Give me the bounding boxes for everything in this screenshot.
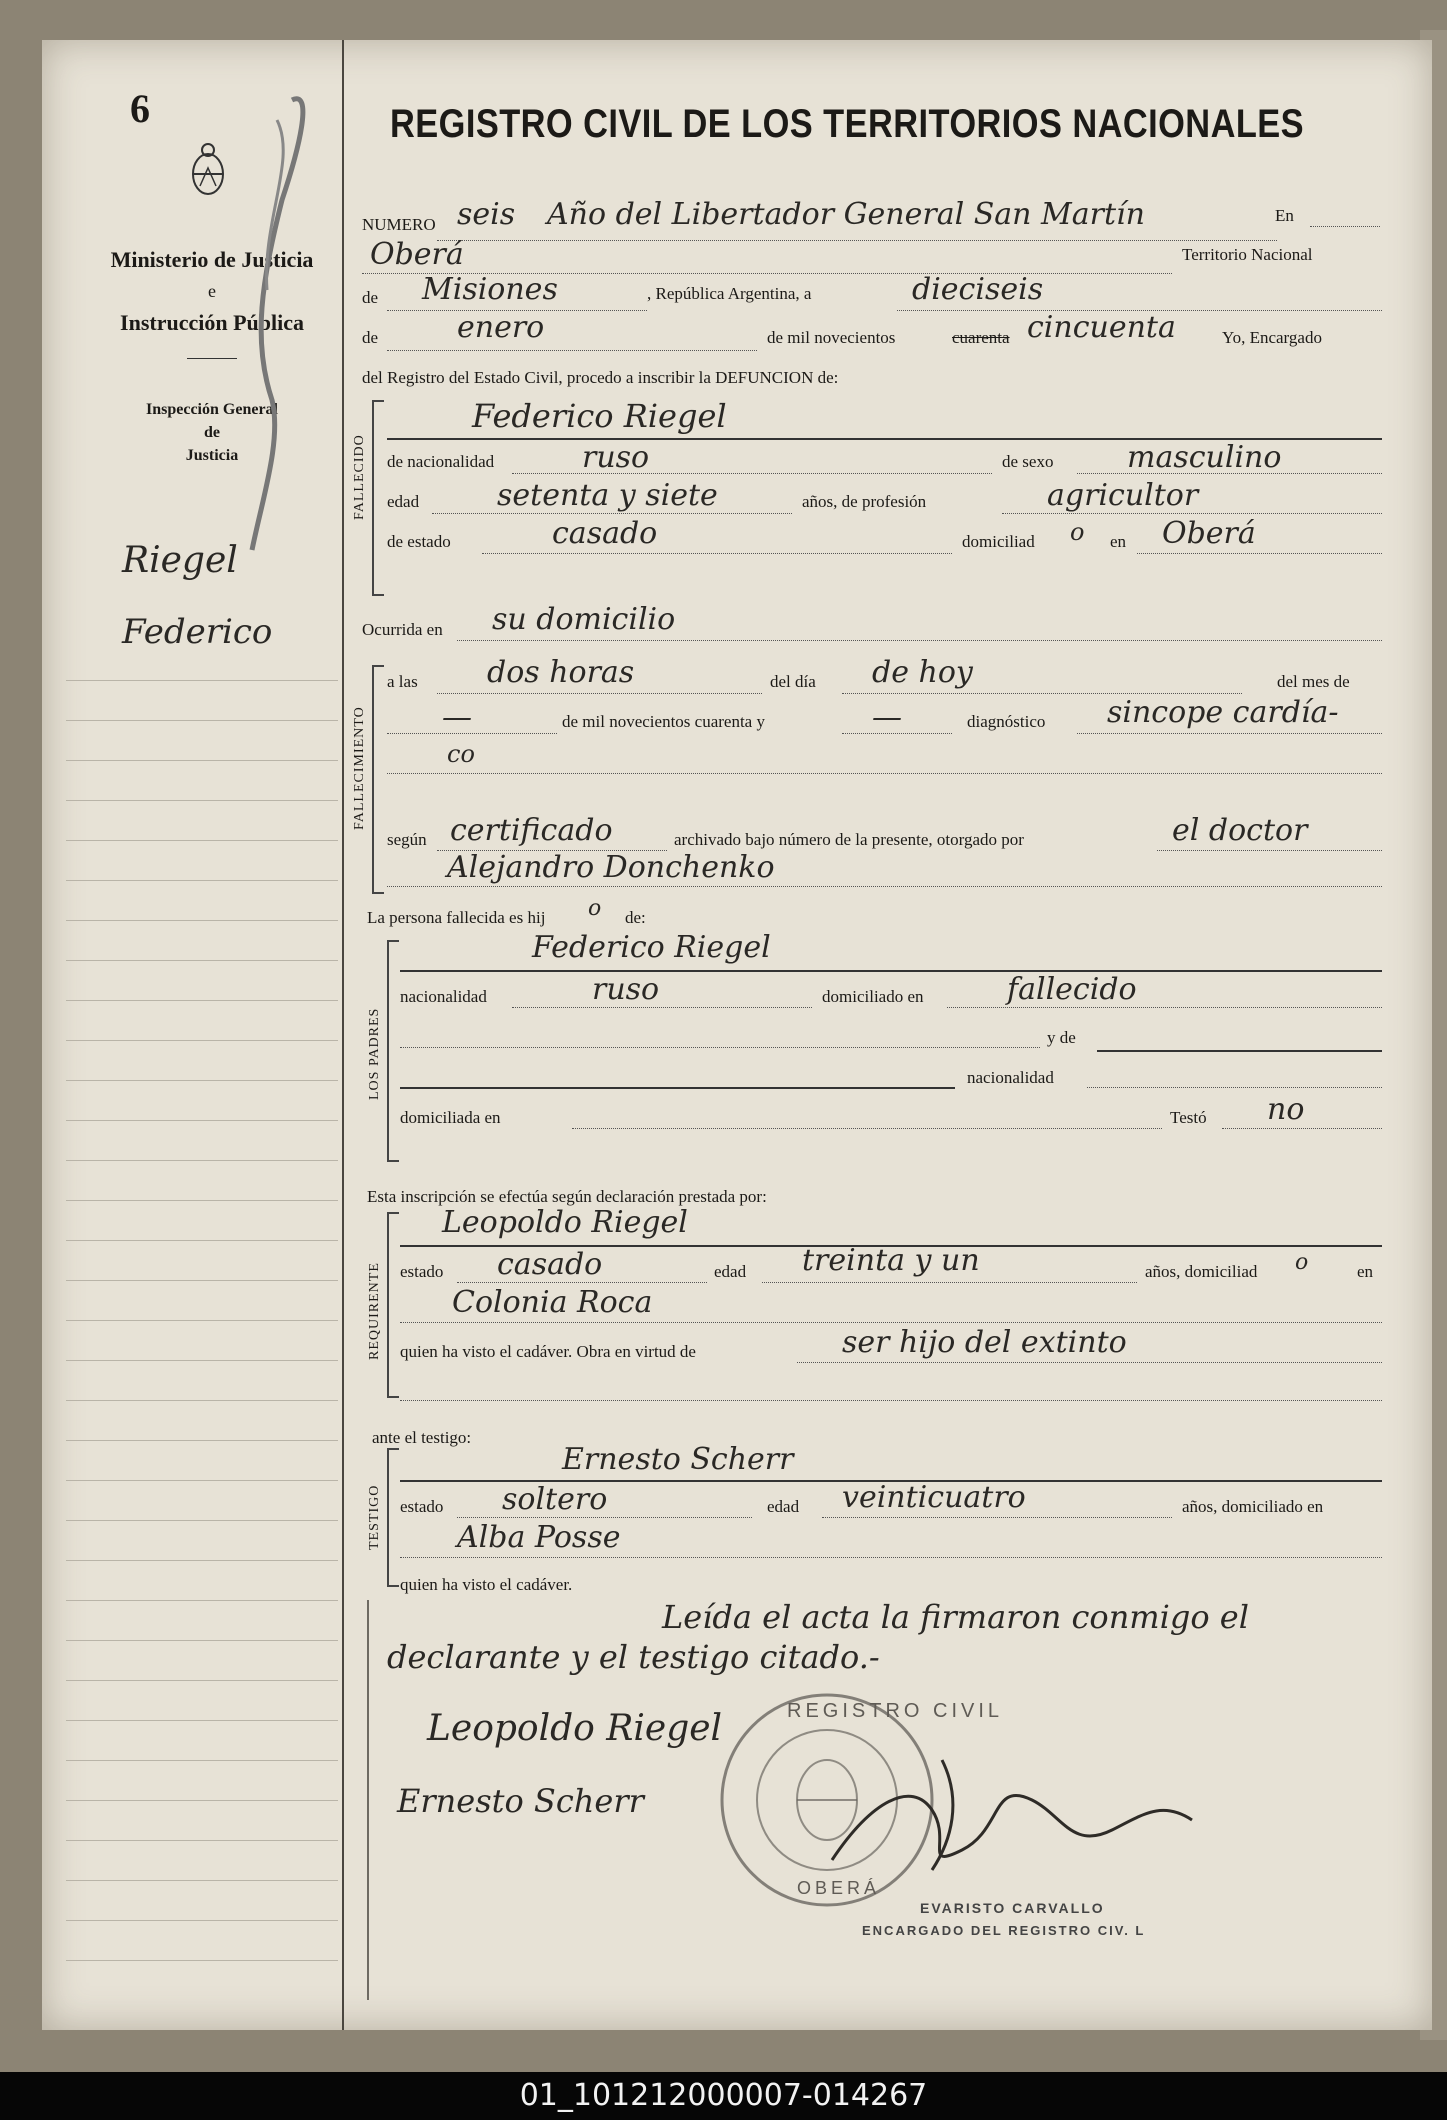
side-label-padres: LOS PADRES: [367, 1007, 382, 1100]
line: [400, 1047, 1040, 1048]
line: [387, 733, 557, 734]
field-territorio: Misiones: [422, 272, 558, 307]
margin-column: [42, 40, 344, 2030]
field-mes-dash: —: [442, 700, 472, 735]
bracket: [372, 400, 384, 596]
line: [1087, 1087, 1382, 1088]
label-archivado: archivado bajo número de la presente, otorgado por: [674, 830, 1024, 849]
line: [947, 1007, 1382, 1008]
line: [842, 693, 1242, 694]
line: [1222, 1128, 1382, 1129]
ruled-line: [66, 720, 338, 721]
label-numero: NUMERO: [362, 215, 436, 234]
stamp-ring-text: REGISTRO CIVIL: [787, 1700, 1004, 1722]
field-req-lugar: Colonia Roca: [452, 1285, 653, 1320]
line: [512, 473, 992, 474]
line: [387, 350, 757, 351]
field-hora: dos horas: [487, 655, 635, 690]
field-numero: seis: [457, 197, 516, 232]
ruled-line: [66, 1560, 338, 1561]
line: [1310, 226, 1380, 227]
stamp-bottom-text: OBERÁ: [797, 1878, 881, 1898]
field-fallecido-nombre: Federico Riegel: [472, 397, 727, 435]
line: [387, 773, 1382, 774]
label-testo: Testó: [1170, 1108, 1207, 1127]
label-segun: según: [387, 830, 427, 849]
field-testigo: Ernesto Scherr: [562, 1442, 794, 1477]
field-padre-nacionalidad: ruso: [592, 972, 660, 1007]
line: [400, 1087, 955, 1089]
label-fallecida-hij: La persona fallecida es hij: [367, 908, 546, 927]
label-nacionalidad-madre: nacionalidad: [967, 1068, 1054, 1087]
document-title: REGISTRO CIVIL DE LOS TERRITORIOS NACIONALES: [390, 102, 1305, 146]
line: [432, 513, 792, 514]
line: [437, 240, 1277, 241]
label-a-las: a las: [387, 672, 418, 691]
field-doctor: Alejandro Donchenko: [447, 850, 775, 885]
ruled-line: [66, 1600, 338, 1601]
label-ocurrida: Ocurrida en: [362, 620, 443, 639]
label-republica: , República Argentina, a: [647, 284, 812, 303]
field-req-domiciliad-suffix: o: [1295, 1250, 1309, 1275]
line: [457, 640, 1382, 641]
label-edad: edad: [387, 492, 420, 511]
label-anos-domiciliado-en: años, domiciliado en: [1182, 1497, 1324, 1516]
ruled-line: [66, 1040, 338, 1041]
officer-role: ENCARGADO DEL REGISTRO CIV. L: [862, 1923, 1146, 1938]
field-req-obra: ser hijo del extinto: [842, 1325, 1127, 1360]
label-anos-domiciliad: años, domiciliad: [1145, 1262, 1258, 1281]
line: [1002, 513, 1382, 514]
field-estado: casado: [552, 516, 658, 551]
bracket: [387, 1448, 399, 1587]
field-test-edad: veinticuatro: [842, 1480, 1026, 1515]
line: [1077, 473, 1382, 474]
side-label-fallecido: FALLECIDO: [352, 434, 367, 520]
ruled-line: [66, 1640, 338, 1641]
signature-declarante: Leopoldo Riegel: [427, 1708, 723, 1749]
ruled-line: [66, 1920, 338, 1921]
line: [457, 1282, 707, 1283]
field-diagnostico: sincope cardía-: [1107, 695, 1339, 730]
line: [387, 886, 1382, 887]
line: [572, 1128, 1162, 1129]
line: [1137, 553, 1382, 554]
field-testo: no: [1267, 1092, 1305, 1127]
line: [437, 693, 762, 694]
ruled-line: [66, 1880, 338, 1881]
line: [842, 733, 952, 734]
label-domiciliado-en: domiciliado en: [822, 987, 924, 1006]
label-ante-testigo: ante el testigo:: [372, 1428, 472, 1447]
field-segun: certificado: [450, 813, 613, 848]
field-requirente: Leopoldo Riegel: [442, 1205, 688, 1240]
label-de-mil: de mil novecientos: [767, 328, 896, 347]
ruled-line: [66, 1960, 338, 1961]
field-padre: Federico Riegel: [532, 930, 771, 965]
field-domicilio: Oberá: [1162, 516, 1256, 551]
label-mil-cuarenta-y: de mil novecientos cuarenta y: [562, 712, 765, 731]
officer-signature-icon: [812, 1740, 1232, 1890]
field-hij-suffix: o: [588, 896, 602, 921]
ruled-line: [66, 1480, 338, 1481]
ministry-line-2: e: [208, 281, 216, 301]
field-domiciliad-suffix: o: [1070, 518, 1085, 546]
field-mes: enero: [457, 310, 545, 345]
ruled-line: [66, 1240, 338, 1241]
ministry-line-1: Ministerio de Justicia: [110, 247, 314, 272]
line: [1157, 850, 1382, 851]
line: [1077, 733, 1382, 734]
margin-given-name: Federico: [122, 612, 273, 652]
field-test-estado: soltero: [502, 1482, 608, 1517]
form-border: [367, 1600, 369, 2000]
field-padre-domicilio: fallecido: [1007, 972, 1137, 1007]
field-req-estado: casado: [497, 1247, 603, 1282]
field-del-dia: de hoy: [872, 655, 973, 690]
label-estado: de estado: [387, 532, 451, 551]
ruled-line: [66, 680, 338, 681]
label-territorio: Territorio Nacional: [1182, 245, 1313, 264]
ruled-line: [66, 1800, 338, 1801]
line: [797, 1362, 1382, 1363]
field-diagnostico-cont: co: [447, 740, 475, 768]
inspection-line-1: Inspección General: [146, 401, 278, 418]
line: [457, 1517, 752, 1518]
field-dia: dieciseis: [912, 272, 1044, 307]
line: [400, 970, 1382, 972]
label-yo-encargado: Yo, Encargado: [1222, 328, 1322, 347]
signature-testigo: Ernesto Scherr: [397, 1782, 644, 1820]
margin-surname: Riegel: [122, 540, 238, 581]
field-req-edad: treinta y un: [802, 1243, 980, 1278]
label-en: En: [1275, 206, 1294, 225]
ruled-line: [66, 1160, 338, 1161]
label-de-2: de: [362, 328, 379, 347]
line: [400, 1557, 1382, 1558]
label-edad-req: edad: [714, 1262, 747, 1281]
ruled-line: [66, 800, 338, 801]
image-id-footer: 01_101212000007-014267: [0, 2072, 1447, 2120]
ruled-line: [66, 1400, 338, 1401]
ruled-line: [66, 1320, 338, 1321]
ministry-line-3: Instrucción Pública: [120, 310, 304, 335]
label-nacionalidad-padre: nacionalidad: [400, 987, 487, 1006]
ruled-line: [66, 920, 338, 921]
field-en-place: Oberá: [370, 237, 464, 272]
label-del-dia: del día: [770, 672, 816, 691]
field-anio: cincuenta: [1027, 310, 1176, 345]
field-ocurrida: su domicilio: [492, 602, 676, 637]
field-edad: setenta y siete: [497, 478, 718, 513]
ruled-line: [66, 1280, 338, 1281]
side-label-testigo: TESTIGO: [367, 1484, 382, 1550]
bracket: [387, 1212, 399, 1398]
page-number: 6: [130, 86, 150, 131]
line: [400, 1400, 1382, 1401]
ruled-line: [66, 880, 338, 881]
field-test-lugar: Alba Posse: [457, 1520, 621, 1555]
line: [762, 1282, 1137, 1283]
label-sexo: de sexo: [1002, 452, 1054, 471]
label-profesion: años, de profesión: [802, 492, 927, 511]
ruled-line: [66, 1680, 338, 1681]
label-estado-test: estado: [400, 1497, 444, 1516]
label-en-req: en: [1357, 1262, 1374, 1281]
inspection-line-3: Justicia: [185, 447, 239, 464]
ruled-line: [66, 1440, 338, 1441]
ruled-line: [66, 1000, 338, 1001]
label-cuarenta-struck: cuarenta: [952, 328, 1010, 347]
label-inscripcion: Esta inscripción se efectúa según declaración prestada por:: [367, 1187, 767, 1206]
ruled-line: [66, 760, 338, 761]
margin-scribble-icon: [222, 80, 332, 560]
ruled-line: [66, 1720, 338, 1721]
closing-line-2: declarante y el testigo citado.-: [387, 1638, 880, 1676]
inspection-line-2: de: [204, 424, 220, 441]
label-estado-req: estado: [400, 1262, 444, 1281]
field-ano-libertador: Año del Libertador General San Martín: [547, 197, 1145, 232]
label-del-mes: del mes de: [1277, 672, 1350, 691]
register-page: [42, 40, 1432, 2030]
label-de: de: [362, 288, 379, 307]
label-domiciliad: domiciliad: [962, 532, 1035, 551]
label-domiciliada-en: domiciliada en: [400, 1108, 501, 1127]
field-nacionalidad: ruso: [582, 440, 650, 475]
ruled-line: [66, 840, 338, 841]
line: [482, 553, 952, 554]
label-edad-test: edad: [767, 1497, 800, 1516]
label-en-fallecido: en: [1110, 532, 1127, 551]
bracket: [387, 940, 399, 1162]
line: [512, 1007, 812, 1008]
field-otorgado-por: el doctor: [1172, 813, 1308, 848]
ruled-line: [66, 1840, 338, 1841]
bracket: [372, 665, 384, 894]
field-anio-dash: —: [872, 700, 902, 735]
side-label-requirente: REQUIRENTE: [367, 1262, 382, 1360]
label-nacionalidad: de nacionalidad: [387, 452, 495, 471]
label-diagnostico: diagnóstico: [967, 712, 1046, 731]
closing-line-1: Leída el acta la firmaron conmigo el: [662, 1598, 1249, 1636]
ruled-line: [66, 1360, 338, 1361]
officer-name: EVARISTO CARVALLO: [920, 1900, 1105, 1916]
side-label-fallecimiento: FALLECIMIENTO: [352, 706, 367, 830]
label-y-de: y de: [1047, 1028, 1076, 1047]
ruled-line: [66, 1200, 338, 1201]
label-cadaver-obra: quien ha visto el cadáver. Obra en virtud de: [400, 1342, 696, 1361]
label-cadaver: quien ha visto el cadáver.: [400, 1575, 573, 1594]
label-de-colon: de:: [625, 908, 646, 927]
label-registro-line: del Registro del Estado Civil, procedo a inscribir la DEFUNCION de:: [362, 368, 839, 387]
field-profesion: agricultor: [1047, 478, 1199, 513]
ruled-line: [66, 1080, 338, 1081]
ruled-line: [66, 1520, 338, 1521]
ruled-line: [66, 1120, 338, 1121]
line: [822, 1517, 1172, 1518]
line: [400, 1322, 1382, 1323]
line: [1097, 1050, 1382, 1052]
ruled-line: [66, 960, 338, 961]
field-sexo: masculino: [1127, 440, 1282, 475]
ruled-line: [66, 1760, 338, 1761]
